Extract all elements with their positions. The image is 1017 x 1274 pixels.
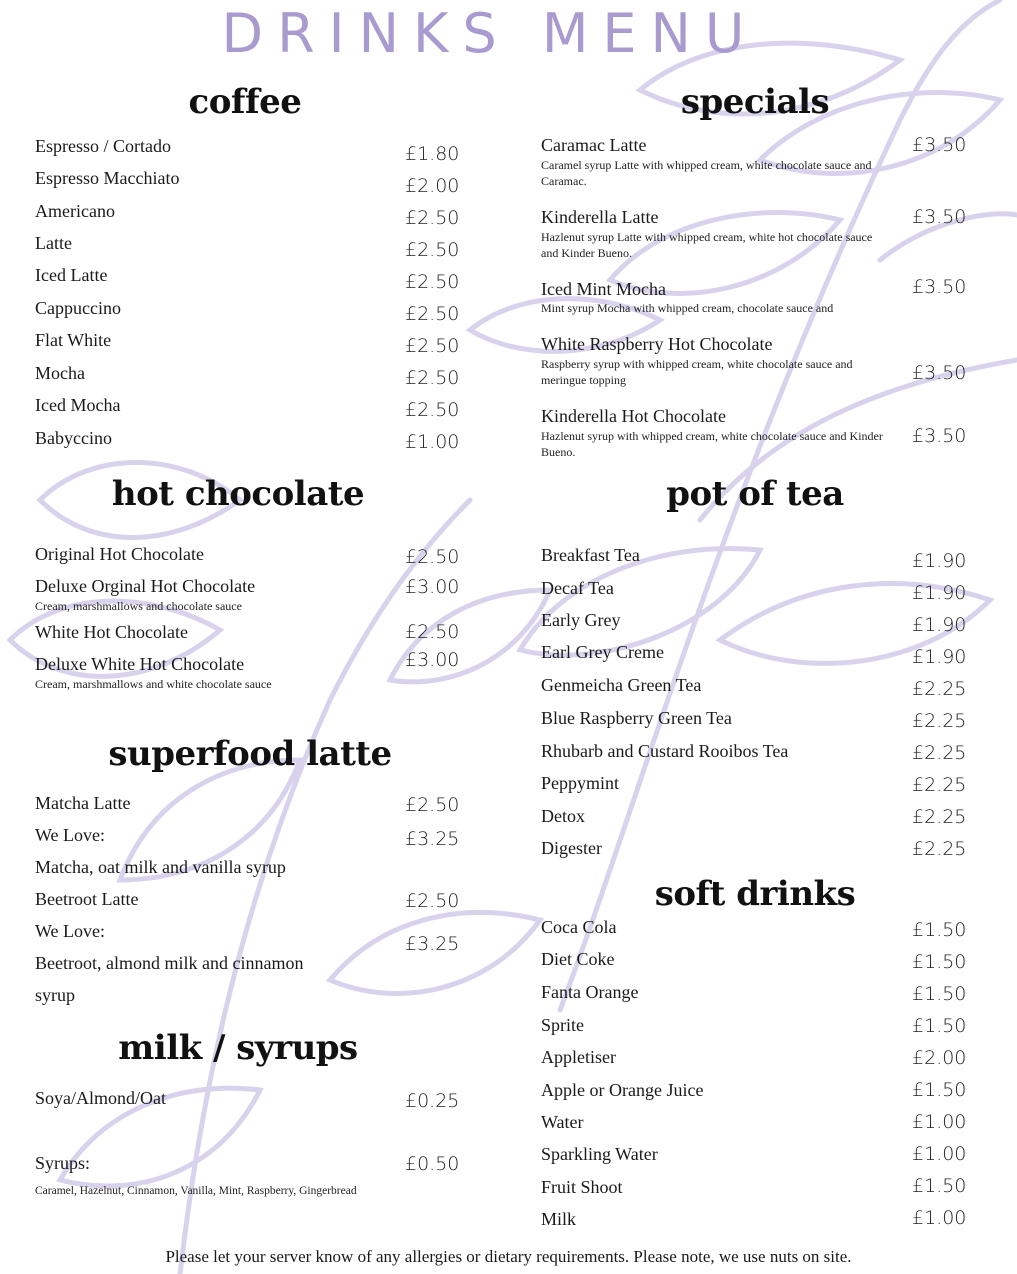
menu-title: DRINKS MENU	[221, 2, 759, 65]
menu-item-name: Deluxe Orginal Hot Chocolate	[35, 576, 256, 596]
menu-item-price: £2.50	[405, 794, 460, 816]
menu-item-text: Matcha, oat milk and vanilla syrup	[35, 857, 286, 877]
menu-item-price: £1.80	[405, 143, 460, 165]
menu-item-name: Espresso Macchiato	[35, 168, 180, 188]
section-heading-specials: specials	[680, 82, 830, 122]
menu-item-price: £2.50	[405, 207, 460, 229]
section-heading-superfood-latte: superfood latte	[108, 734, 392, 774]
menu-item-name: Deluxe White Hot Chocolate	[35, 654, 245, 674]
menu-item-price: £2.25	[912, 838, 967, 860]
menu-item-price: £2.25	[912, 806, 967, 828]
menu-item-name: Fruit Shoot	[541, 1177, 623, 1197]
menu-item-price: £3.00	[405, 576, 460, 598]
menu-item-name: White Hot Chocolate	[35, 622, 188, 642]
menu-item-name: Syrups:	[35, 1153, 91, 1173]
menu-item-name: Iced Mint Mocha	[541, 279, 666, 299]
menu-item-description: Caramel syrup Latte with whipped cream, white chocolate sauce and Caramac.	[541, 158, 872, 188]
menu-item-price: £2.25	[912, 710, 967, 732]
menu-item-price: £1.50	[912, 919, 967, 941]
menu-item-description: Mint syrup Mocha with whipped cream, chocolate sauce and	[541, 301, 834, 315]
menu-item-price: £3.25	[405, 828, 460, 850]
menu-item-name: Genmeicha Green Tea	[541, 675, 702, 695]
section-heading-pot-of-tea: pot of tea	[666, 474, 844, 514]
menu-item-price: £3.50	[912, 134, 967, 156]
menu-item-name: Milk	[541, 1209, 577, 1229]
menu-item-text: syrup	[35, 985, 75, 1005]
menu-item-name: Peppymint	[541, 773, 620, 793]
section-heading-soft-drinks: soft drinks	[654, 874, 856, 914]
menu-item-name: Sprite	[541, 1015, 584, 1035]
menu-item-name: Sparkling Water	[541, 1144, 658, 1164]
section-heading-milk-syrups: milk / syrups	[118, 1028, 358, 1068]
menu-item-price: £1.90	[912, 550, 967, 572]
menu-item-price: £1.50	[912, 1015, 967, 1037]
menu-item-name: Early Grey	[541, 610, 621, 630]
menu-item-price: £1.50	[912, 951, 967, 973]
menu-item-text: Beetroot, almond milk and cinnamon	[35, 953, 304, 973]
menu-item-price: £2.50	[405, 367, 460, 389]
menu-item-name: Digester	[541, 838, 602, 858]
menu-item-name: Flat White	[35, 330, 112, 350]
menu-item-description: Hazlenut syrup with whipped cream, white chocolate sauce and Kinder Bueno.	[541, 429, 883, 459]
menu-item-name: Earl Grey Creme	[541, 642, 664, 662]
menu-item-price: £0.25	[405, 1090, 460, 1112]
menu-item-text: We Love:	[35, 825, 106, 845]
menu-item-price: £2.50	[405, 399, 460, 421]
menu-item-name: Apple or Orange Juice	[541, 1080, 704, 1100]
menu-item-name: Appletiser	[541, 1047, 616, 1067]
menu-item-name: Espresso / Cortado	[35, 136, 171, 156]
menu-item-price: £2.50	[405, 890, 460, 912]
menu-item-price: £3.00	[405, 649, 460, 671]
menu-item-price: £2.25	[912, 678, 967, 700]
menu-item-price: £3.50	[912, 362, 967, 384]
menu-item-price: £3.50	[912, 206, 967, 228]
menu-item-name: Diet Coke	[541, 949, 615, 969]
section-heading-coffee: coffee	[188, 82, 302, 122]
menu-item-description: Hazlenut syrup Latte with whipped cream, white hot chocolate sauce and Kinder Bueno.	[541, 230, 873, 260]
menu-item-name: Water	[541, 1112, 584, 1132]
menu-item-price: £2.50	[405, 271, 460, 293]
menu-item-price: £3.25	[405, 933, 460, 955]
menu-item-name: Original Hot Chocolate	[35, 544, 204, 564]
menu-item-price: £1.00	[912, 1143, 967, 1165]
menu-item-description: Cream, marshmallows and chocolate sauce	[35, 599, 242, 613]
menu-item-price: £2.50	[405, 335, 460, 357]
menu-item-name: Babyccino	[35, 428, 112, 448]
menu-item-name: Kinderella Hot Chocolate	[541, 406, 726, 426]
menu-item-price: £1.00	[405, 431, 460, 453]
menu-item-name: Mocha	[35, 363, 85, 383]
menu-item-price: £3.50	[912, 276, 967, 298]
menu-item-name: Iced Mocha	[35, 395, 121, 415]
allergy-notice: Please let your server know of any allergies or dietary requirements. Please note, we use nuts on site.	[165, 1247, 852, 1266]
menu-item-name: Latte	[35, 233, 72, 253]
menu-item-description: Caramel, Hazelnut, Cinnamon, Vanilla, Mint, Raspberry, Gingerbread	[35, 1185, 357, 1197]
menu-item-price: £1.50	[912, 1175, 967, 1197]
menu-item-price: £0.50	[405, 1153, 460, 1175]
menu-item-text: Matcha Latte	[35, 793, 131, 813]
menu-item-name: Coca Cola	[541, 917, 617, 937]
menu-item-name: Fanta Orange	[541, 982, 639, 1002]
menu-item-price: £2.50	[405, 303, 460, 325]
menu-item-price: £2.50	[405, 621, 460, 643]
menu-item-name: White Raspberry Hot Chocolate	[541, 334, 773, 354]
menu-item-price: £1.00	[912, 1207, 967, 1229]
menu-item-name: Decaf Tea	[541, 578, 614, 598]
menu-item-price: £3.50	[912, 425, 967, 447]
section-heading-hot-chocolate: hot chocolate	[111, 474, 365, 514]
menu-item-price: £2.50	[405, 546, 460, 568]
menu-item-name: Americano	[35, 201, 115, 221]
menu-item-price: £2.25	[912, 774, 967, 796]
menu-item-price: £1.50	[912, 1079, 967, 1101]
menu-item-price: £2.25	[912, 742, 967, 764]
menu-item-price: £1.90	[912, 582, 967, 604]
menu-item-price: £1.00	[912, 1111, 967, 1133]
menu-item-price: £2.00	[405, 175, 460, 197]
menu-item-name: Detox	[541, 806, 585, 826]
menu-item-name: Caramac Latte	[541, 135, 647, 155]
menu-item-name: Soya/Almond/Oat	[35, 1088, 166, 1108]
menu-item-name: Rhubarb and Custard Rooibos Tea	[541, 741, 789, 761]
menu-item-description: Raspberry syrup with whipped cream, white chocolate sauce and meringue topping	[541, 357, 853, 387]
menu-item-price: £1.90	[912, 614, 967, 636]
menu-item-name: Breakfast Tea	[541, 545, 640, 565]
menu-item-text: Beetroot Latte	[35, 889, 139, 909]
menu-item-name: Iced Latte	[35, 265, 108, 285]
menu-item-price: £1.90	[912, 646, 967, 668]
menu-item-text: We Love:	[35, 921, 106, 941]
menu-item-price: £2.00	[912, 1047, 967, 1069]
menu-item-name: Cappuccino	[35, 298, 121, 318]
menu-item-name: Blue Raspberry Green Tea	[541, 708, 732, 728]
menu-item-price: £1.50	[912, 983, 967, 1005]
menu-item-name: Kinderella Latte	[541, 207, 659, 227]
menu-item-description: Cream, marshmallows and white chocolate sauce	[35, 677, 272, 691]
menu-item-price: £2.50	[405, 239, 460, 261]
